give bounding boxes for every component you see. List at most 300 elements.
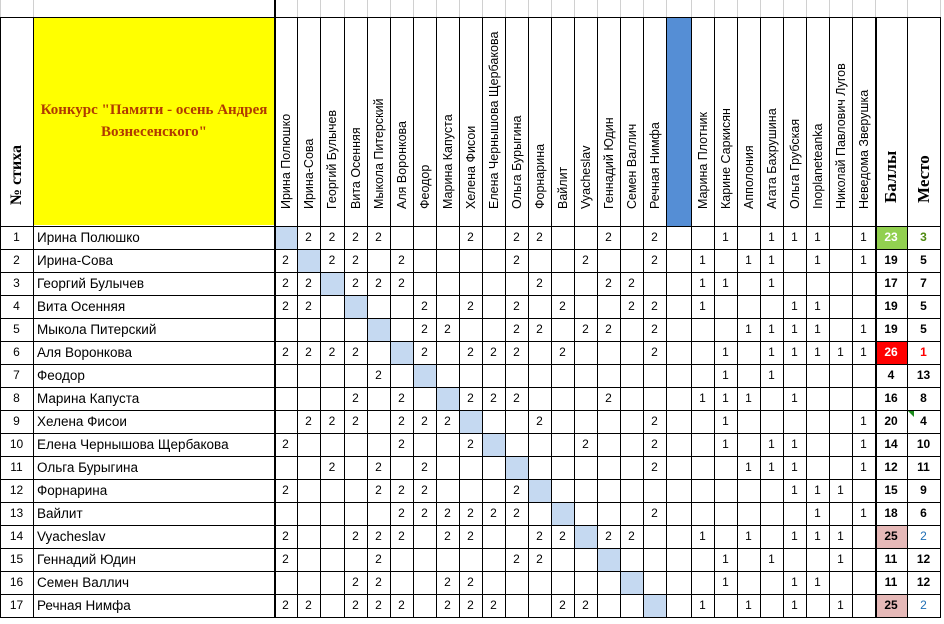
score-cell[interactable] bbox=[574, 341, 597, 364]
score-cell[interactable]: 2 bbox=[398, 483, 405, 497]
score-cell[interactable] bbox=[829, 410, 852, 433]
place-cell[interactable]: 5 bbox=[920, 299, 927, 313]
score-cell[interactable] bbox=[666, 249, 691, 272]
score-cell[interactable] bbox=[367, 249, 390, 272]
score-cell[interactable] bbox=[597, 341, 620, 364]
score-cell[interactable] bbox=[436, 364, 459, 387]
score-cell[interactable] bbox=[274, 456, 297, 479]
score-cell[interactable]: 2 bbox=[605, 276, 612, 290]
score-cell[interactable]: 2 bbox=[375, 598, 382, 612]
score-cell[interactable] bbox=[691, 479, 714, 502]
total-score-cell[interactable]: 11 bbox=[884, 552, 898, 566]
score-cell[interactable] bbox=[482, 249, 505, 272]
score-cell[interactable]: 1 bbox=[722, 276, 729, 290]
judge-header-cell[interactable] bbox=[413, 17, 436, 226]
score-cell[interactable] bbox=[297, 571, 320, 594]
score-cell[interactable]: 2 bbox=[467, 506, 474, 520]
score-cell[interactable] bbox=[551, 249, 574, 272]
score-cell[interactable] bbox=[691, 548, 714, 571]
score-cell[interactable] bbox=[482, 456, 505, 479]
score-cell[interactable] bbox=[436, 295, 459, 318]
judge-header-cell[interactable] bbox=[436, 17, 459, 226]
score-cell[interactable] bbox=[482, 410, 505, 433]
score-cell[interactable]: 2 bbox=[559, 299, 566, 313]
score-cell[interactable]: 1 bbox=[768, 230, 775, 244]
row-number[interactable]: 7 bbox=[13, 368, 20, 382]
score-cell[interactable] bbox=[367, 502, 390, 525]
score-cell[interactable] bbox=[274, 364, 297, 387]
row-number[interactable]: 13 bbox=[9, 506, 24, 520]
score-cell[interactable] bbox=[390, 318, 413, 341]
score-cell[interactable] bbox=[482, 525, 505, 548]
score-cell[interactable] bbox=[666, 295, 691, 318]
score-cell[interactable] bbox=[597, 433, 620, 456]
judge-header-cell[interactable] bbox=[620, 17, 643, 226]
row-number[interactable]: 5 bbox=[13, 322, 20, 336]
judge-header-cell[interactable] bbox=[574, 17, 597, 226]
score-cell[interactable] bbox=[528, 456, 551, 479]
score-cell[interactable] bbox=[620, 364, 643, 387]
score-cell[interactable] bbox=[551, 272, 574, 295]
total-score-cell[interactable]: 23 bbox=[875, 226, 907, 249]
score-cell[interactable] bbox=[574, 410, 597, 433]
score-cell[interactable]: 2 bbox=[375, 483, 382, 497]
score-cell[interactable] bbox=[320, 272, 344, 295]
score-cell[interactable] bbox=[737, 341, 760, 364]
score-cell[interactable] bbox=[551, 364, 574, 387]
score-cell[interactable] bbox=[643, 272, 666, 295]
score-cell[interactable] bbox=[413, 387, 436, 410]
score-cell[interactable] bbox=[390, 341, 413, 364]
poem-author-cell[interactable]: Ольга Бурыгина bbox=[37, 460, 138, 475]
score-cell[interactable]: 2 bbox=[490, 506, 497, 520]
score-cell[interactable]: 1 bbox=[699, 529, 706, 543]
score-cell[interactable] bbox=[760, 502, 783, 525]
score-cell[interactable]: 2 bbox=[282, 276, 289, 290]
score-cell[interactable]: 2 bbox=[328, 230, 336, 244]
score-cell[interactable]: 2 bbox=[352, 414, 359, 428]
judge-header-cell[interactable] bbox=[643, 17, 666, 226]
score-cell[interactable]: 1 bbox=[722, 552, 729, 566]
score-cell[interactable] bbox=[620, 456, 643, 479]
score-cell[interactable]: 2 bbox=[467, 529, 474, 543]
score-cell[interactable] bbox=[459, 272, 482, 295]
poem-author-cell[interactable]: Вайлит bbox=[37, 506, 83, 521]
score-cell[interactable]: 2 bbox=[375, 368, 382, 382]
score-cell[interactable]: 2 bbox=[398, 253, 405, 267]
score-cell[interactable]: 2 bbox=[467, 598, 474, 612]
score-cell[interactable] bbox=[852, 525, 875, 548]
score-cell[interactable] bbox=[459, 364, 482, 387]
judge-header-cell[interactable] bbox=[344, 17, 367, 226]
place-cell[interactable]: 11 bbox=[917, 460, 930, 474]
score-cell[interactable] bbox=[691, 410, 714, 433]
score-cell[interactable] bbox=[390, 364, 413, 387]
score-cell[interactable] bbox=[505, 571, 528, 594]
score-cell[interactable] bbox=[574, 456, 597, 479]
score-cell[interactable] bbox=[574, 502, 597, 525]
score-cell[interactable] bbox=[320, 525, 344, 548]
judge-header-cell[interactable] bbox=[806, 17, 829, 226]
score-cell[interactable]: 2 bbox=[467, 391, 474, 405]
score-cell[interactable] bbox=[597, 249, 620, 272]
score-cell[interactable]: 2 bbox=[582, 598, 589, 612]
score-cell[interactable] bbox=[737, 272, 760, 295]
score-cell[interactable] bbox=[551, 456, 574, 479]
score-cell[interactable] bbox=[643, 571, 666, 594]
score-cell[interactable] bbox=[783, 249, 806, 272]
score-cell[interactable]: 1 bbox=[699, 299, 706, 313]
judge-header-cell[interactable] bbox=[760, 17, 783, 226]
score-cell[interactable]: 2 bbox=[421, 483, 428, 497]
score-cell[interactable] bbox=[390, 571, 413, 594]
score-cell[interactable] bbox=[274, 571, 297, 594]
score-cell[interactable] bbox=[643, 364, 666, 387]
score-cell[interactable] bbox=[413, 364, 436, 387]
score-cell[interactable] bbox=[436, 272, 459, 295]
score-cell[interactable]: 2 bbox=[328, 253, 336, 267]
score-cell[interactable] bbox=[829, 272, 852, 295]
score-cell[interactable] bbox=[551, 479, 574, 502]
judge-header-cell[interactable] bbox=[597, 17, 620, 226]
score-cell[interactable] bbox=[714, 295, 737, 318]
poem-author-cell[interactable]: Ирина Полюшко bbox=[37, 230, 140, 245]
score-cell[interactable]: 1 bbox=[791, 322, 798, 336]
score-cell[interactable] bbox=[528, 295, 551, 318]
score-cell[interactable] bbox=[806, 456, 829, 479]
score-cell[interactable] bbox=[691, 364, 714, 387]
score-cell[interactable]: 2 bbox=[328, 345, 336, 359]
row-number[interactable]: 9 bbox=[13, 414, 20, 428]
score-cell[interactable] bbox=[829, 571, 852, 594]
score-cell[interactable] bbox=[852, 571, 875, 594]
score-cell[interactable]: 1 bbox=[860, 414, 867, 428]
score-cell[interactable]: 2 bbox=[605, 529, 612, 543]
score-cell[interactable] bbox=[274, 410, 297, 433]
score-cell[interactable]: 2 bbox=[375, 575, 382, 589]
place-cell[interactable]: 13 bbox=[916, 368, 931, 382]
score-cell[interactable]: 2 bbox=[282, 299, 289, 313]
score-cell[interactable] bbox=[413, 571, 436, 594]
score-cell[interactable] bbox=[320, 318, 344, 341]
score-cell[interactable] bbox=[482, 318, 505, 341]
score-cell[interactable] bbox=[852, 548, 875, 571]
score-cell[interactable]: 1 bbox=[699, 253, 706, 267]
score-cell[interactable]: 1 bbox=[814, 575, 821, 589]
score-cell[interactable] bbox=[574, 525, 597, 548]
score-cell[interactable] bbox=[829, 387, 852, 410]
score-cell[interactable] bbox=[597, 410, 620, 433]
poem-author-cell[interactable]: Вита Осенняя bbox=[37, 299, 126, 314]
score-cell[interactable]: 2 bbox=[375, 529, 382, 543]
score-cell[interactable]: 2 bbox=[467, 299, 474, 313]
score-cell[interactable]: 1 bbox=[837, 598, 844, 612]
row-number[interactable]: 6 bbox=[13, 345, 20, 359]
score-cell[interactable] bbox=[482, 479, 505, 502]
score-cell[interactable]: 1 bbox=[791, 345, 798, 359]
score-cell[interactable] bbox=[597, 364, 620, 387]
contest-title-cell[interactable] bbox=[34, 17, 274, 225]
score-cell[interactable] bbox=[737, 479, 760, 502]
score-cell[interactable] bbox=[297, 249, 320, 272]
place-cell[interactable]: 7 bbox=[920, 276, 927, 290]
score-cell[interactable]: 2 bbox=[605, 230, 612, 244]
score-cell[interactable] bbox=[367, 341, 390, 364]
score-cell[interactable]: 1 bbox=[814, 230, 821, 244]
score-cell[interactable] bbox=[413, 433, 436, 456]
score-cell[interactable]: 2 bbox=[582, 322, 589, 336]
score-cell[interactable]: 2 bbox=[352, 230, 359, 244]
place-cell[interactable]: 9 bbox=[920, 483, 927, 497]
score-cell[interactable] bbox=[760, 594, 783, 617]
score-cell[interactable]: 2 bbox=[513, 299, 520, 313]
judge-header-cell[interactable] bbox=[390, 17, 413, 226]
score-cell[interactable] bbox=[344, 295, 367, 318]
judge-header-cell[interactable] bbox=[505, 17, 528, 226]
score-cell[interactable] bbox=[436, 249, 459, 272]
score-cell[interactable] bbox=[344, 318, 367, 341]
row-number[interactable]: 11 bbox=[10, 460, 23, 474]
score-cell[interactable]: 2 bbox=[651, 253, 658, 267]
score-cell[interactable]: 2 bbox=[536, 552, 543, 566]
score-cell[interactable] bbox=[760, 525, 783, 548]
score-cell[interactable] bbox=[551, 318, 574, 341]
score-cell[interactable] bbox=[482, 548, 505, 571]
score-cell[interactable] bbox=[714, 479, 737, 502]
score-cell[interactable] bbox=[297, 479, 320, 502]
score-cell[interactable] bbox=[806, 433, 829, 456]
score-cell[interactable]: 2 bbox=[352, 345, 359, 359]
score-cell[interactable] bbox=[367, 387, 390, 410]
score-cell[interactable]: 2 bbox=[628, 276, 635, 290]
score-cell[interactable]: 1 bbox=[791, 437, 798, 451]
score-cell[interactable] bbox=[714, 525, 737, 548]
poem-author-cell[interactable]: Мыкола Питерский bbox=[37, 322, 157, 337]
score-cell[interactable] bbox=[459, 479, 482, 502]
score-cell[interactable]: 2 bbox=[421, 299, 428, 313]
row-number[interactable]: 8 bbox=[13, 391, 20, 405]
score-cell[interactable] bbox=[666, 226, 691, 249]
score-cell[interactable] bbox=[344, 548, 367, 571]
score-cell[interactable]: 1 bbox=[699, 276, 706, 290]
score-cell[interactable] bbox=[620, 548, 643, 571]
score-cell[interactable]: 1 bbox=[814, 483, 821, 497]
score-cell[interactable]: 2 bbox=[352, 529, 359, 543]
score-cell[interactable]: 2 bbox=[305, 345, 312, 359]
score-cell[interactable]: 2 bbox=[605, 322, 612, 336]
score-cell[interactable] bbox=[459, 456, 482, 479]
total-score-cell[interactable]: 17 bbox=[884, 276, 898, 290]
score-cell[interactable] bbox=[413, 249, 436, 272]
score-cell[interactable]: 1 bbox=[814, 529, 821, 543]
score-cell[interactable] bbox=[505, 594, 528, 617]
score-cell[interactable]: 2 bbox=[375, 230, 382, 244]
score-cell[interactable] bbox=[691, 456, 714, 479]
score-cell[interactable] bbox=[528, 433, 551, 456]
score-cell[interactable] bbox=[666, 456, 691, 479]
score-cell[interactable] bbox=[505, 410, 528, 433]
score-cell[interactable] bbox=[597, 479, 620, 502]
poem-author-cell[interactable]: Семен Валлич bbox=[37, 575, 130, 590]
score-cell[interactable]: 2 bbox=[282, 253, 289, 267]
score-cell[interactable]: 2 bbox=[375, 276, 382, 290]
score-cell[interactable] bbox=[620, 249, 643, 272]
place-cell[interactable]: 2 bbox=[920, 598, 927, 612]
score-cell[interactable] bbox=[620, 318, 643, 341]
score-cell[interactable] bbox=[806, 364, 829, 387]
score-cell[interactable] bbox=[551, 548, 574, 571]
place-cell[interactable]: 8 bbox=[920, 391, 927, 405]
score-cell[interactable] bbox=[691, 502, 714, 525]
score-cell[interactable]: 2 bbox=[651, 506, 658, 520]
score-cell[interactable]: 2 bbox=[352, 391, 359, 405]
score-cell[interactable]: 1 bbox=[860, 437, 867, 451]
score-cell[interactable]: 1 bbox=[722, 368, 729, 382]
score-cell[interactable] bbox=[714, 249, 737, 272]
score-cell[interactable]: 1 bbox=[860, 230, 867, 244]
score-cell[interactable] bbox=[691, 226, 714, 249]
poem-author-cell[interactable]: Хелена Фисои bbox=[37, 414, 127, 429]
score-cell[interactable] bbox=[551, 502, 574, 525]
score-cell[interactable]: 2 bbox=[513, 322, 520, 336]
row-number[interactable]: 16 bbox=[9, 575, 24, 589]
score-cell[interactable] bbox=[829, 295, 852, 318]
score-cell[interactable]: 2 bbox=[444, 506, 451, 520]
score-cell[interactable]: 2 bbox=[444, 322, 451, 336]
judge-header-cell[interactable] bbox=[852, 17, 875, 226]
score-cell[interactable] bbox=[528, 249, 551, 272]
score-cell[interactable] bbox=[505, 456, 528, 479]
score-cell[interactable]: 2 bbox=[467, 345, 474, 359]
score-cell[interactable] bbox=[806, 548, 829, 571]
score-cell[interactable] bbox=[320, 364, 344, 387]
score-cell[interactable] bbox=[597, 571, 620, 594]
score-cell[interactable] bbox=[344, 479, 367, 502]
score-cell[interactable]: 2 bbox=[651, 230, 658, 244]
score-cell[interactable] bbox=[459, 318, 482, 341]
score-cell[interactable] bbox=[574, 364, 597, 387]
score-cell[interactable] bbox=[620, 387, 643, 410]
score-cell[interactable]: 2 bbox=[490, 345, 497, 359]
judge-header-cell[interactable] bbox=[829, 17, 852, 226]
score-cell[interactable]: 1 bbox=[814, 253, 821, 267]
score-cell[interactable] bbox=[666, 364, 691, 387]
score-cell[interactable]: 2 bbox=[513, 230, 520, 244]
score-cell[interactable] bbox=[320, 433, 344, 456]
score-cell[interactable]: 1 bbox=[722, 437, 729, 451]
score-cell[interactable]: 2 bbox=[513, 483, 520, 497]
judge-header-cell[interactable] bbox=[320, 17, 344, 226]
score-cell[interactable]: 2 bbox=[421, 345, 428, 359]
score-cell[interactable] bbox=[574, 295, 597, 318]
score-cell[interactable] bbox=[760, 387, 783, 410]
judge-header-cell[interactable] bbox=[783, 17, 806, 226]
score-cell[interactable]: 1 bbox=[768, 276, 775, 290]
score-cell[interactable] bbox=[714, 456, 737, 479]
score-cell[interactable] bbox=[482, 272, 505, 295]
judge-header-cell[interactable] bbox=[551, 17, 574, 226]
place-header-cell[interactable] bbox=[907, 17, 940, 226]
score-cell[interactable] bbox=[528, 364, 551, 387]
score-cell[interactable] bbox=[297, 387, 320, 410]
score-cell[interactable]: 2 bbox=[444, 598, 451, 612]
place-cell[interactable]: 4 bbox=[920, 414, 927, 428]
score-cell[interactable] bbox=[597, 548, 620, 571]
score-cell[interactable]: 1 bbox=[791, 460, 798, 474]
score-cell[interactable]: 2 bbox=[421, 460, 428, 474]
score-cell[interactable] bbox=[829, 249, 852, 272]
score-cell[interactable] bbox=[666, 318, 691, 341]
score-cell[interactable] bbox=[297, 433, 320, 456]
score-cell[interactable] bbox=[367, 433, 390, 456]
place-cell[interactable]: 10 bbox=[916, 437, 931, 451]
score-cell[interactable] bbox=[829, 364, 852, 387]
score-cell[interactable]: 1 bbox=[745, 253, 752, 267]
score-cell[interactable] bbox=[482, 364, 505, 387]
score-cell[interactable]: 2 bbox=[651, 460, 658, 474]
score-cell[interactable]: 2 bbox=[651, 322, 658, 336]
score-cell[interactable]: 2 bbox=[305, 230, 312, 244]
total-score-cell[interactable]: 19 bbox=[884, 299, 898, 313]
row-number[interactable]: 4 bbox=[13, 299, 20, 313]
judge-header-cell[interactable] bbox=[367, 17, 390, 226]
score-cell[interactable] bbox=[413, 525, 436, 548]
score-cell[interactable] bbox=[459, 410, 482, 433]
score-cell[interactable]: 2 bbox=[536, 276, 543, 290]
total-score-cell[interactable]: 12 bbox=[884, 460, 898, 474]
score-cell[interactable]: 2 bbox=[328, 460, 336, 474]
score-cell[interactable] bbox=[390, 226, 413, 249]
poem-author-cell[interactable]: Vyacheslav bbox=[37, 529, 106, 544]
score-cell[interactable]: 2 bbox=[305, 299, 312, 313]
score-cell[interactable] bbox=[459, 249, 482, 272]
score-cell[interactable] bbox=[597, 295, 620, 318]
score-cell[interactable] bbox=[666, 410, 691, 433]
score-cell[interactable]: 1 bbox=[860, 345, 867, 359]
score-cell[interactable]: 1 bbox=[814, 345, 821, 359]
score-cell[interactable] bbox=[714, 318, 737, 341]
score-cell[interactable] bbox=[436, 226, 459, 249]
score-cell[interactable] bbox=[413, 272, 436, 295]
score-cell[interactable]: 2 bbox=[490, 598, 497, 612]
score-cell[interactable]: 1 bbox=[768, 253, 775, 267]
row-number[interactable]: 15 bbox=[9, 552, 24, 566]
score-cell[interactable] bbox=[551, 433, 574, 456]
score-cell[interactable] bbox=[436, 548, 459, 571]
score-cell[interactable]: 2 bbox=[536, 230, 543, 244]
place-cell[interactable]: 5 bbox=[920, 253, 927, 267]
score-cell[interactable] bbox=[737, 433, 760, 456]
score-cell[interactable] bbox=[320, 571, 344, 594]
score-cell[interactable] bbox=[528, 594, 551, 617]
score-cell[interactable] bbox=[297, 364, 320, 387]
score-cell[interactable]: 2 bbox=[628, 299, 635, 313]
score-cell[interactable] bbox=[691, 433, 714, 456]
score-cell[interactable]: 2 bbox=[421, 322, 428, 336]
score-cell[interactable]: 2 bbox=[352, 253, 359, 267]
score-cell[interactable] bbox=[413, 226, 436, 249]
score-cell[interactable] bbox=[620, 594, 643, 617]
score-cell[interactable]: 2 bbox=[651, 299, 658, 313]
score-cell[interactable] bbox=[760, 295, 783, 318]
score-cell[interactable] bbox=[482, 433, 505, 456]
place-cell[interactable]: 1 bbox=[920, 345, 927, 359]
score-cell[interactable] bbox=[367, 318, 390, 341]
score-cell[interactable]: 1 bbox=[745, 529, 752, 543]
score-cell[interactable]: 2 bbox=[352, 276, 359, 290]
score-cell[interactable]: 2 bbox=[282, 483, 289, 497]
score-cell[interactable] bbox=[274, 502, 297, 525]
